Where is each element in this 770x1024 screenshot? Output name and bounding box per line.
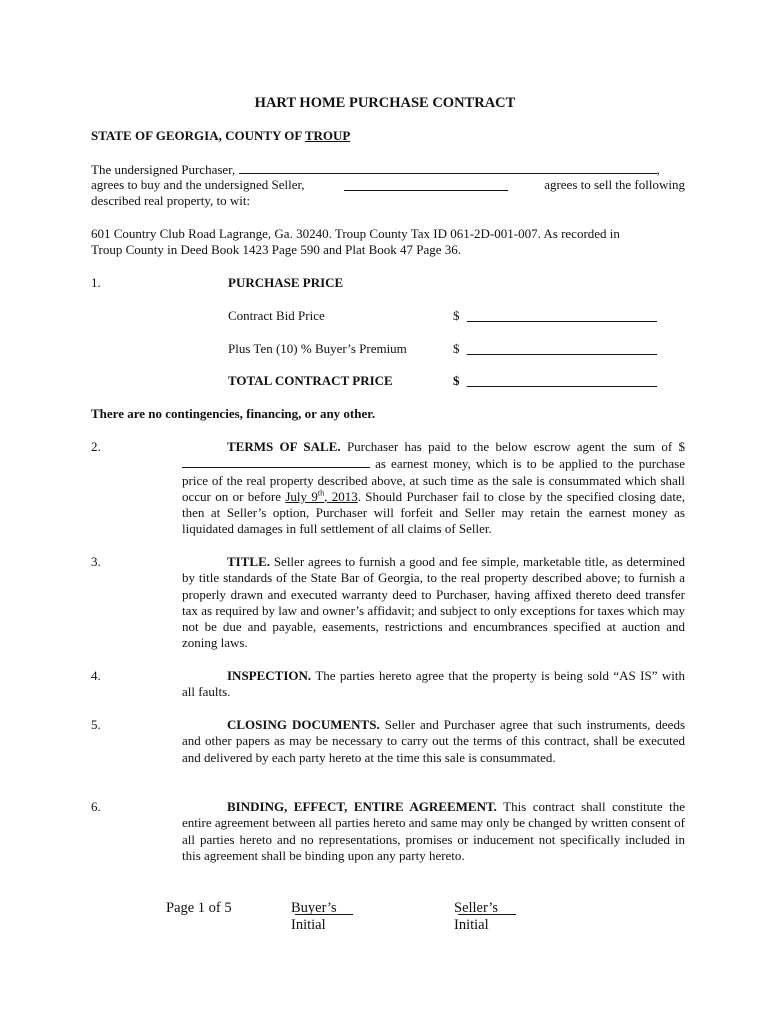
intro-comma: , bbox=[656, 162, 660, 177]
contract-bid-field[interactable] bbox=[467, 321, 657, 322]
total-price-currency: $ bbox=[453, 373, 460, 388]
contract-bid-label: Contract Bid Price bbox=[228, 308, 325, 323]
intro-sell-text: agrees to sell the following bbox=[544, 177, 685, 192]
total-price-label: TOTAL CONTRACT PRICE bbox=[228, 373, 393, 388]
closing-date: July 9th, 2013 bbox=[285, 488, 358, 504]
section-4-number: 4. bbox=[91, 668, 101, 683]
section-2-number: 2. bbox=[91, 439, 101, 454]
earnest-money-field[interactable] bbox=[182, 455, 370, 468]
section-6-heading: BINDING, EFFECT, ENTIRE AGREEMENT. bbox=[227, 799, 497, 814]
intro-purchaser-label: The undersigned Purchaser, bbox=[91, 162, 236, 177]
intro-line-1 bbox=[91, 161, 685, 178]
state-label: STATE OF GEORGIA, COUNTY OF bbox=[91, 128, 305, 143]
section-5-heading: CLOSING DOCUMENTS. bbox=[227, 717, 380, 732]
property-line-1: 601 Country Club Road Lagrange, Ga. 30240. Troup County Tax ID 061-2D-001-007. As recorded in bbox=[91, 226, 620, 241]
section-3-number: 3. bbox=[91, 554, 101, 569]
buyers-premium-currency: $ bbox=[453, 341, 460, 356]
seller-name-field[interactable] bbox=[344, 178, 508, 191]
buyers-premium-label: Plus Ten (10) % Buyer’s Premium bbox=[228, 341, 407, 356]
section-3-body: TITLE. Seller agrees to furnish a good and fee simple, marketable title, as determined by title standards of the State Bar of Georgia, to the real property described above; to furnish a properly drawn and executed warranty deed to Purchaser, having affixed thereto deed transfer tax as required by law and owner’s affidavit; and subject to only exceptions for taxes which may not be due and payable, easements, restrictions and encumbrances specified at auction and zoning laws. bbox=[182, 554, 685, 651]
section-2-heading: TERMS OF SALE. bbox=[227, 439, 341, 454]
seller-initial-field[interactable] bbox=[458, 900, 516, 915]
intro-seller-label: agrees to buy and the undersigned Seller, bbox=[91, 177, 305, 192]
section-4-body: INSPECTION. The parties hereto agree that the property is being sold “AS IS” with all faults. bbox=[182, 668, 685, 700]
section-5-number: 5. bbox=[91, 717, 101, 732]
contract-bid-currency: $ bbox=[453, 308, 460, 323]
page-number: Page 1 of 5 bbox=[166, 900, 232, 916]
section-2-body: TERMS OF SALE. Purchaser has paid to the below escrow agent the sum of $ as earnest money, which is to be applied to the purchase price of the real property described above, at such time as the sale is consummated which shall occur on or before July 9th, 2013. Should Purchaser fail to close by the specified closing date, then at Seller’s option, Purchaser will forfeit and Seller may retain the earnest money as liquidated damages in full settlement of all claims of Seller. bbox=[182, 439, 686, 537]
earnest-currency: $ bbox=[678, 439, 686, 454]
section-3-heading: TITLE. bbox=[227, 554, 270, 569]
buyers-premium-field[interactable] bbox=[467, 354, 657, 355]
buyer-initial-field[interactable] bbox=[295, 900, 353, 915]
county-name: TROUP bbox=[304, 128, 351, 143]
section-1-number: 1. bbox=[91, 275, 101, 290]
state-county-line bbox=[91, 128, 350, 144]
section-6-number: 6. bbox=[91, 799, 101, 814]
section-6-body: BINDING, EFFECT, ENTIRE AGREEMENT. This contract shall constitute the entire agreement between all parties hereto and same may only be changed by written consent of all parties hereto and no representations, promises or inducement not specifically included in this agreement shall be binding upon any party hereto. bbox=[182, 799, 685, 863]
section-4-heading: INSPECTION. bbox=[227, 668, 312, 683]
total-price-field[interactable] bbox=[467, 386, 657, 387]
section-1-heading: PURCHASE PRICE bbox=[228, 275, 344, 290]
section-5-body: CLOSING DOCUMENTS. Seller and Purchaser agree that such instruments, deeds and other papers as may be necessary to carry out the terms of this contract, shall be executed and delivered by each party hereto at the time this sale is consummated. bbox=[182, 717, 686, 765]
intro-line-3: described real property, to wit: bbox=[91, 193, 251, 208]
purchaser-name-field[interactable] bbox=[239, 161, 657, 174]
document-title: HART HOME PURCHASE CONTRACT bbox=[254, 95, 516, 111]
contingencies-note: There are no contingencies, financing, or any other. bbox=[91, 406, 376, 421]
property-line-2: Troup County in Deed Book 1423 Page 590 and Plat Book 47 Page 36. bbox=[91, 242, 462, 257]
